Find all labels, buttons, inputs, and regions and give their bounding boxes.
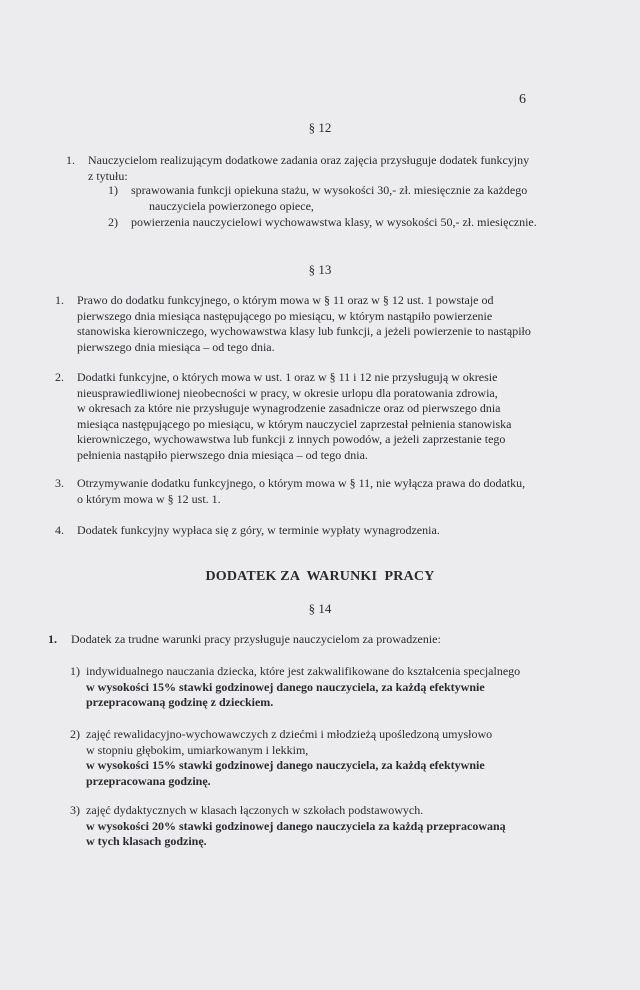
section-13-heading: § 13	[308, 262, 332, 277]
s12-sub1-line-1: sprawowania funkcji opiekuna stażu, w wysokości 30,- zł. miesięcznie za każdego	[131, 183, 528, 197]
s14-sub3-bold-line-2: w tych klasach godzinę.	[86, 834, 207, 848]
s12-sub2-number: 2)	[108, 215, 118, 229]
s13-p4-number: 4.	[55, 523, 64, 537]
s14-sub2-bold-line-2: przepracowana godzinę.	[86, 773, 211, 788]
s14-sub1-line-1: indywidualnego nauczania dziecka, które jest zakwalifikowane do kształcenia specjalnego	[86, 664, 521, 678]
s13-p3-number: 3.	[55, 476, 64, 490]
s14-sub2-bold-line-1: w wysokości 15% stawki godzinowej danego nauczyciela, za każdą efektywnie	[86, 758, 485, 772]
section-14-heading: § 14	[308, 601, 332, 616]
work-conditions-title: DODATEK ZA WARUNKI PRACY	[205, 569, 435, 584]
s13-p4-line-1: Dodatek funkcyjny wypłaca się z góry, w terminie wypłaty wynagrodzenia.	[77, 523, 440, 537]
s14-sub3-bold-line-1: w wysokości 20% stawki godzinowej danego nauczyciela za każdą przepracowaną	[86, 818, 506, 833]
s14-sub2-line-1: zajęć rewalidacyjno-wychowawczych z dziećmi i młodzieżą upośledzoną umysłowo	[86, 727, 493, 741]
s13-p3-line-1: Otrzymywanie dodatku funkcyjnego, o którym mowa w § 11, nie wyłącza prawa do dodatku,	[77, 476, 526, 490]
s13-p1-line-3: stanowiska kierowniczego, wychowawstwa klasy lub funkcji, a jeżeli powierzenie to nastąpiło	[77, 324, 531, 338]
s14-sub3-number: 3)	[70, 803, 80, 817]
s14-sub3-line-1: zajęć dydaktycznych w klasach łączonych w szkołach podstawowych.	[86, 803, 424, 817]
s13-p2-line-5: kierowniczego, wychowawstwa lub funkcji z innych powodów, a jeżeli zaprzestanie tego	[77, 432, 506, 446]
s14-sub2-line-2: w stopniu głębokim, umiarkowanym i lekkim,	[86, 742, 309, 757]
s13-p2-number: 2.	[55, 370, 64, 384]
s13-p2-line-2: nieusprawiedliwionej nieobecności w pracy, w okresie urlopu dla poratowania zdrowia,	[77, 385, 498, 400]
s13-p2-line-4: miesiąca następującego po miesiącu, w którym nauczyciel zaprzestał pełnienia stanowiska	[77, 416, 512, 431]
s14-p1-number: 1.	[48, 632, 57, 646]
s14-sub1-bold-line-1: w wysokości 15% stawki godzinowej danego nauczyciela, za każdą efektywnie	[86, 679, 485, 694]
s13-p1-line-1: Prawo do dodatku funkcyjnego, o którym mowa w § 11 oraz w § 12 ust. 1 powstaje od	[77, 293, 494, 307]
page-number: 6	[519, 92, 526, 107]
s13-p2-line-6: pełnienia nastąpiło pierwszego dnia miesiąca – od tego dnia.	[77, 447, 368, 462]
s12-p1-number: 1.	[66, 153, 75, 167]
s14-sub1-number: 1)	[70, 664, 80, 678]
s13-p1-line-4: pierwszego dnia miesiąca – od tego dnia.	[77, 339, 275, 354]
s14-p1-line-1: Dodatek za trudne warunki pracy przysługuje nauczycielom za prowadzenie:	[71, 632, 441, 646]
s14-sub1-bold-line-2: przepracowaną godzinę z dzieckiem.	[86, 695, 274, 709]
s13-p1-number: 1.	[55, 293, 64, 307]
s13-p2-line-3: w okresach za które nie przysługuje wynagrodzenie zasadnicze oraz od pierwszego dnia	[77, 401, 501, 415]
s12-p1-line-1: Nauczycielom realizującym dodatkowe zadania oraz zajęcia przysługuje dodatek funkcyjny	[88, 153, 530, 167]
s13-p1-line-2: pierwszego dnia miesiąca następującego po miesiącu, w którym nastąpiło powierzenie	[77, 308, 493, 323]
section-12-heading: § 12	[308, 120, 332, 135]
s12-p1-line-2: z tytułu:	[88, 168, 128, 183]
s14-sub2-number: 2)	[70, 727, 80, 741]
s13-p3-line-2: o którym mowa w § 12 ust. 1.	[77, 491, 221, 506]
s12-sub2-line-1: powierzenia nauczycielowi wychowawstwa klasy, w wysokości 50,- zł. miesięcznie.	[131, 215, 537, 229]
s12-sub1-line-2: nauczyciela powierzonego opiece,	[149, 198, 314, 213]
s12-sub1-number: 1)	[108, 183, 118, 197]
s13-p2-line-1: Dodatki funkcyjne, o których mowa w ust. 1 oraz w § 11 i 12 nie przysługują w okresie	[77, 370, 498, 384]
